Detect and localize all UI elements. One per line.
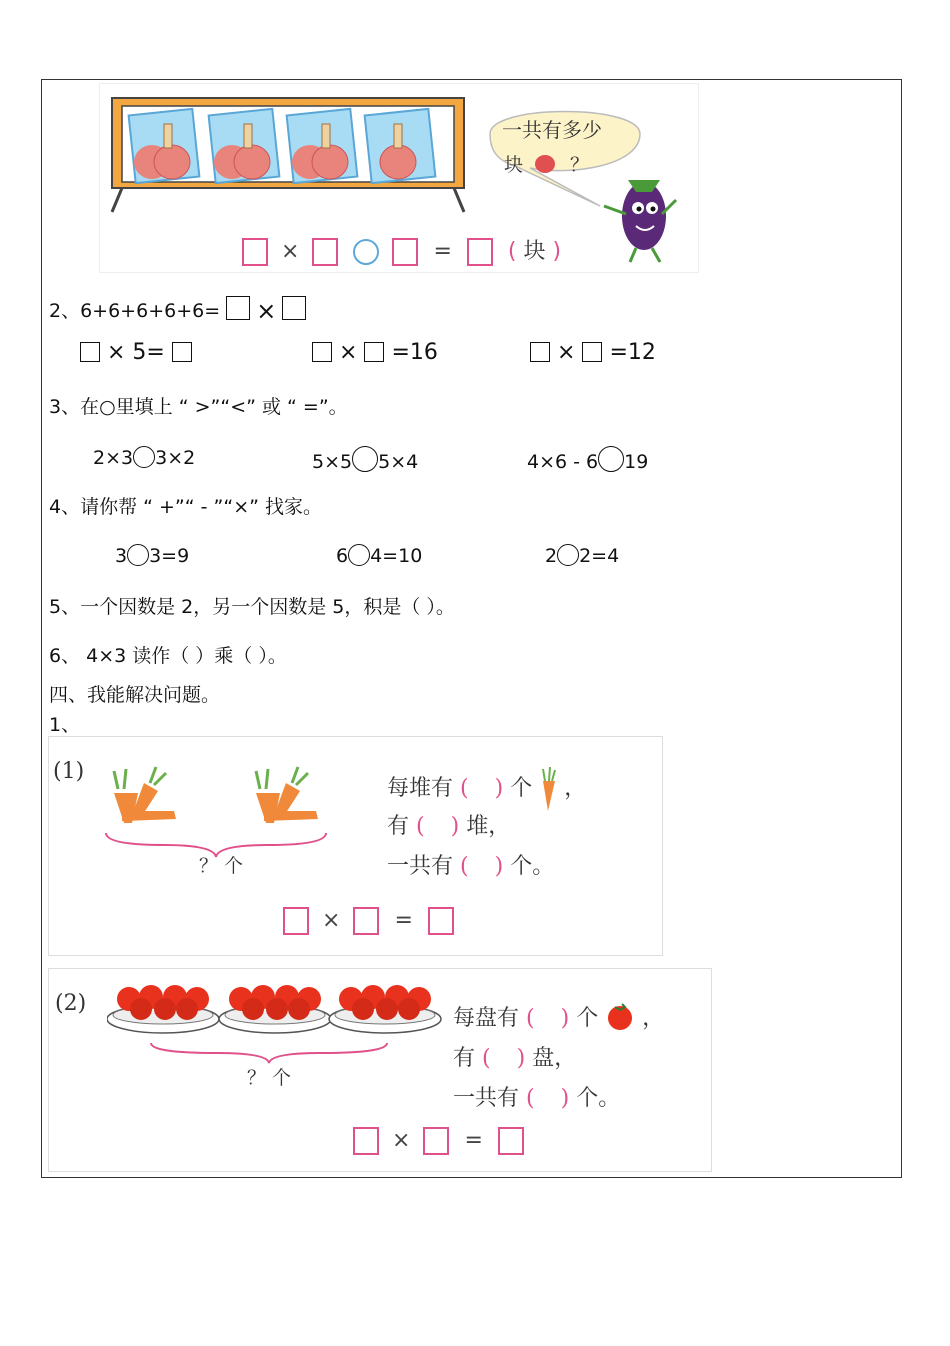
times-sign: ×: [322, 908, 341, 933]
compare-circle[interactable]: [352, 446, 378, 472]
fig1-equation: × = ( 块 ): [242, 234, 561, 266]
answer-box[interactable]: [530, 342, 550, 362]
bubble-question-line1: 一共有多少: [502, 118, 602, 142]
operator-circle[interactable]: [353, 239, 379, 265]
per-pile-line: 每堆有 ( ) 个 ，: [387, 767, 586, 811]
total-unit-label: 个。: [510, 854, 555, 879]
q4-item-a: [115, 544, 189, 567]
q3-a-left: 2×3: [93, 447, 134, 469]
q2-item-b-result: =16: [391, 340, 438, 365]
pile-count-line: 有 ( ) 堆，: [387, 814, 511, 839]
answer-box[interactable]: [498, 1127, 524, 1155]
carrot-icon: [539, 767, 557, 811]
answer-box[interactable]: [242, 238, 268, 266]
pile-unit-label: 堆，: [466, 814, 511, 839]
q4-prompt: 4、请你帮 “ +”“ - ”“×” 找家。: [49, 496, 323, 518]
answer-box[interactable]: [582, 342, 602, 362]
brace-question: ？ 个: [247, 1067, 292, 1089]
per-plate-label: 每盘有: [453, 1006, 520, 1031]
q6-text: 6、 4×3 读作（ ）乘（ ）。: [49, 645, 287, 667]
pile-count-label: 有: [387, 814, 410, 839]
q3-a-right: 3×2: [155, 447, 196, 469]
q4-b-right: 4=10: [370, 545, 423, 567]
carrot-pile-1: [114, 767, 176, 823]
equals-sign: =: [433, 239, 452, 264]
q2-item-b: [312, 340, 438, 365]
problem-label: (1): [53, 759, 85, 784]
unit-label: 块: [523, 239, 546, 264]
q3-b-left: 5×5: [312, 451, 353, 473]
q3-item-c: [527, 446, 648, 473]
paddle-icon: [535, 155, 555, 173]
paddle-box-3: [287, 109, 358, 183]
tomato-plate-1: [107, 985, 219, 1033]
answer-box[interactable]: [353, 907, 379, 935]
compare-circle[interactable]: [598, 446, 624, 472]
q4-item-c: [545, 544, 619, 567]
q2-expression: 2、6+6+6+6+6=: [49, 300, 221, 322]
q3-b-right: 5×4: [378, 451, 419, 473]
prob2-equation: [353, 1127, 524, 1155]
operator-circle[interactable]: [557, 544, 579, 566]
total-label: 一共有: [453, 1086, 520, 1111]
q2-item-c-result: =12: [609, 340, 656, 365]
answer-box[interactable]: [467, 238, 493, 266]
paddle-box-2: [209, 109, 280, 183]
brace: [151, 1043, 387, 1063]
q4-c-left: 2: [545, 545, 558, 567]
answer-box[interactable]: [226, 296, 250, 320]
total-line: 一共有 ( ) 个。: [453, 1086, 621, 1111]
q4-a-left: 3: [115, 545, 128, 567]
operator-circle[interactable]: [127, 544, 149, 566]
times-sign: ×: [339, 340, 358, 365]
carrot-problem-panel: [48, 736, 663, 956]
equals-sign: =: [394, 908, 413, 933]
q5-text: 5、一个因数是 2，另一个因数是 5，积是（ ）。: [49, 596, 455, 618]
tomato-plates-illustration: [107, 969, 442, 1069]
paddle-figure: [99, 83, 699, 273]
brace-question: ？ 个: [199, 855, 244, 877]
answer-box[interactable]: [312, 238, 338, 266]
unit-label: 个: [510, 776, 533, 801]
answer-box[interactable]: [428, 907, 454, 935]
equals-sign: =: [464, 1128, 483, 1153]
q2-item-a-text: × 5=: [107, 340, 165, 365]
q2-line1: [49, 296, 306, 325]
answer-box[interactable]: [353, 1127, 379, 1155]
bubble-question-unit: 块: [504, 154, 524, 176]
times-sign: ×: [256, 297, 277, 325]
per-plate-line: 每盘有 ( ) 个 ，: [453, 1001, 664, 1032]
total-label: 一共有: [387, 854, 454, 879]
unit-label: 个: [576, 1006, 599, 1031]
section4-title: 四、我能解决问题。: [49, 684, 221, 706]
total-unit-label: 个。: [576, 1086, 621, 1111]
paddle-box-1: [129, 109, 200, 183]
times-sign: ×: [557, 340, 576, 365]
q3-c-left: 4×6 - 6: [527, 451, 599, 473]
q3-prompt: 3、在○里填上 “ >”“<” 或 “ =”。: [49, 396, 348, 418]
times-sign: ×: [392, 1128, 411, 1153]
compare-circle[interactable]: [133, 446, 155, 468]
paddle-box-4: [365, 109, 436, 183]
section4-item-number: 1、: [49, 714, 81, 736]
answer-box[interactable]: [282, 296, 306, 320]
answer-box[interactable]: [312, 342, 332, 362]
bubble-question-mark: ？: [570, 154, 590, 176]
answer-box[interactable]: [80, 342, 100, 362]
tomato-plate-3: [329, 985, 441, 1033]
per-pile-label: 每堆有: [387, 776, 454, 801]
answer-box[interactable]: [423, 1127, 449, 1155]
eggplant-character-icon: [604, 180, 676, 262]
q4-a-right: 3=9: [149, 545, 190, 567]
q3-item-a: [93, 446, 195, 469]
q4-c-right: 2=4: [579, 545, 620, 567]
times-sign: ×: [281, 239, 300, 264]
tomato-problem-panel: [48, 968, 712, 1172]
prob1-equation: [283, 907, 454, 935]
q2-item-a: [80, 340, 192, 365]
plate-count-label: 有: [453, 1046, 476, 1071]
answer-box[interactable]: [283, 907, 309, 935]
q4-item-b: [336, 544, 422, 567]
comma: ，: [564, 776, 587, 801]
carrot-pile-2: [256, 767, 318, 823]
operator-circle[interactable]: [348, 544, 370, 566]
answer-box[interactable]: [172, 342, 192, 362]
q3-item-b: [312, 446, 418, 473]
answer-box[interactable]: [392, 238, 418, 266]
problem-label: (2): [55, 991, 87, 1016]
total-line: 一共有 ( ) 个。: [387, 854, 555, 879]
q2-item-c: [530, 340, 656, 365]
tomato-plate-2: [219, 985, 331, 1033]
q4-b-left: 6: [336, 545, 349, 567]
plate-unit-label: 盘，: [532, 1046, 577, 1071]
answer-box[interactable]: [364, 342, 384, 362]
tomato-icon: [605, 1001, 635, 1031]
comma: ，: [642, 1006, 665, 1031]
plate-count-line: 有 ( ) 盘，: [453, 1046, 577, 1071]
q3-c-right: 19: [624, 451, 649, 473]
